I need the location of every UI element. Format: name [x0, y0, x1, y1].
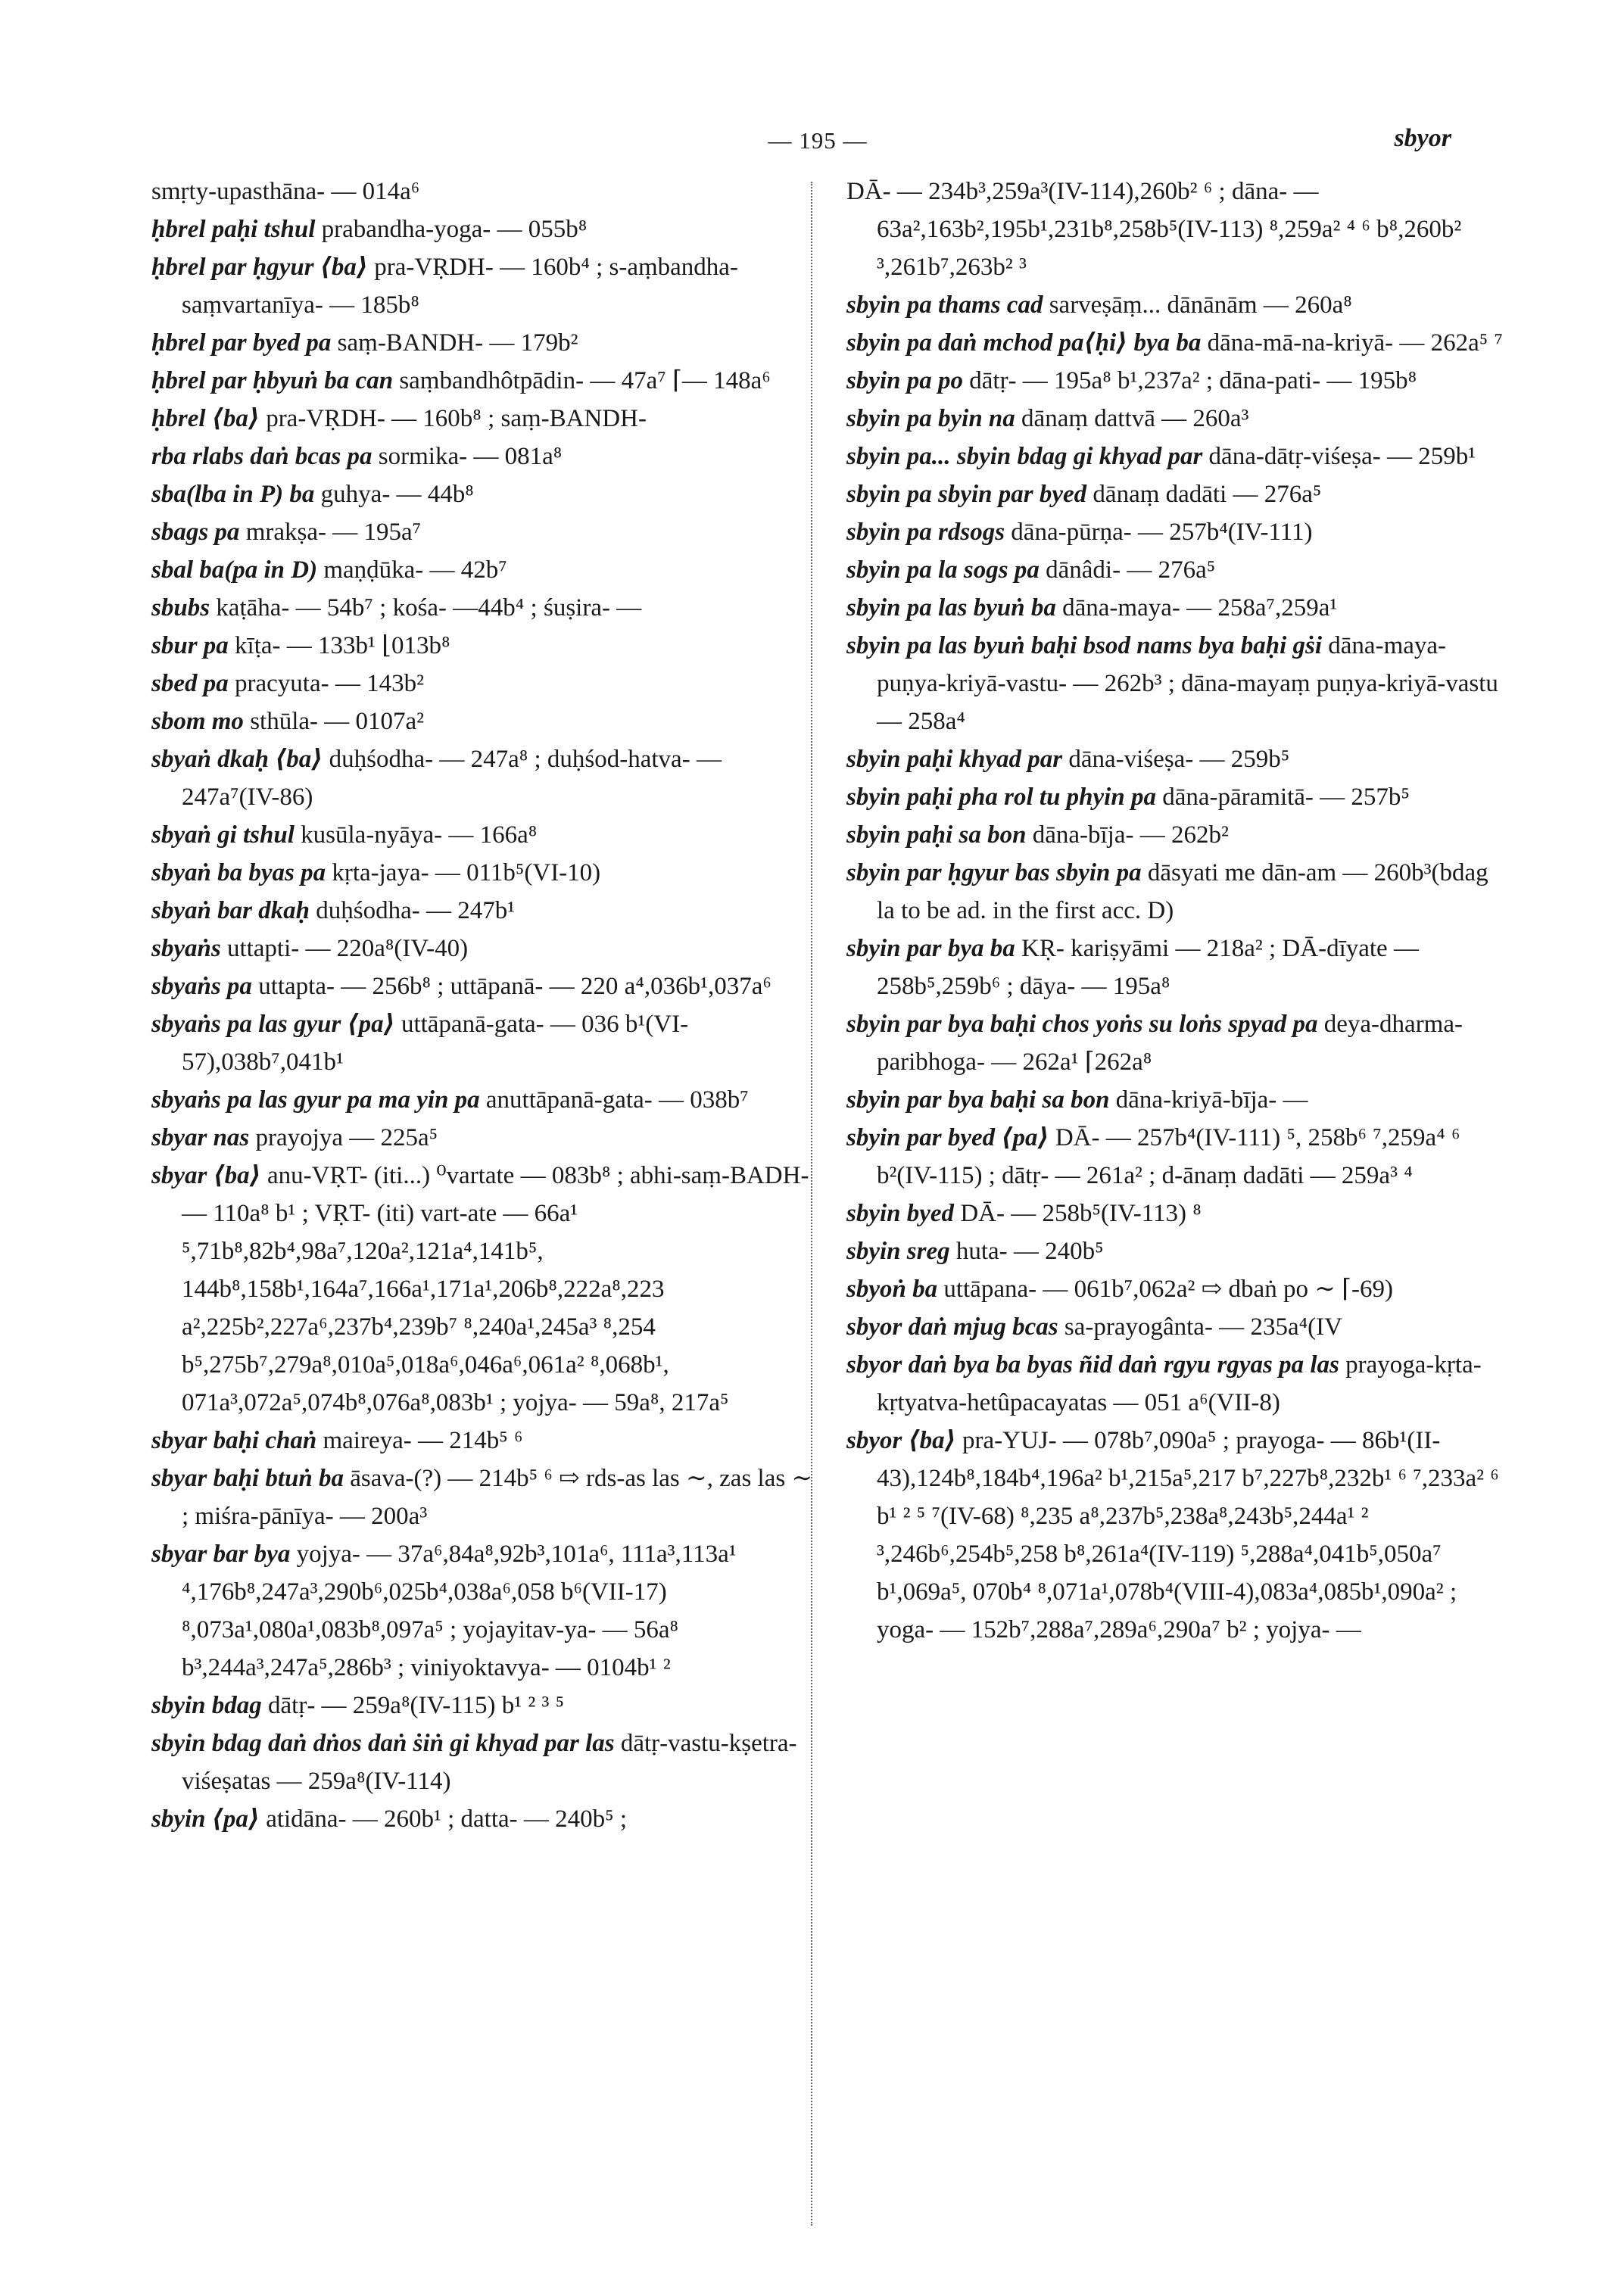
entry-term: sbyin pa byin na [846, 405, 1015, 432]
entry-term: sbyor daṅ bya ba byas ñid daṅ rgyu rgyas pa las [846, 1351, 1339, 1379]
entry-gloss: kaṭāha- — 54b⁷ ; kośa- —44b⁴ ; śuṣira- — [216, 594, 642, 622]
dictionary-entry [151, 1800, 816, 1838]
dictionary-entry [846, 1119, 1511, 1195]
dictionary-entry [151, 892, 816, 930]
entry-gloss: pra-VṚDH- — 160b⁸ ; saṃ-BANDH- [266, 405, 647, 432]
entry-gloss: smṛty-upasthāna- — 014a⁶ [151, 178, 420, 205]
entry-gloss: yojya- — 37a⁶,84a⁸,92b³,101a⁶, 111a³,113a¹ ⁴,176b⁸,247a³,290b⁶,025b⁴,038a⁶,058 b⁶(VII-17) ⁸,073a¹,080a¹,083b⁸,097a⁵ ; yojayitav-ya- — 56a⁸ b³,244a³,247a⁵,286b³ ; viniyoktavya- — 0104b¹ ² [182, 1541, 737, 1681]
entry-gloss: DĀ- — 234b³,259a³(IV-114),260b² ⁶ ; dāna- — 63a²,163b²,195b¹,231b⁸,258b⁵(IV-113) ⁸,259a² ⁴ ⁶ b⁸,260b² ³,261b⁷,263b² ³ [846, 178, 1462, 281]
entry-gloss: dāna-bīja- — 262b² [1032, 821, 1229, 849]
entry-gloss: kīṭa- — 133b¹ ⌊013b⁸ [235, 632, 450, 659]
entry-term: sbyar bar bya [151, 1541, 291, 1568]
dictionary-entry [151, 210, 816, 248]
dictionary-entry [151, 703, 816, 740]
dictionary-entry [846, 438, 1511, 475]
entry-gloss: dāna-dātṛ-viśeṣa- — 259b¹ [1208, 443, 1476, 470]
entry-term: sbags pa [151, 519, 240, 546]
entry-gloss: DĀ- — 258b⁵(IV-113) ⁸ [960, 1200, 1202, 1227]
entry-term: sbal ba(pa in D) [151, 556, 318, 584]
column-divider [811, 182, 812, 2226]
dictionary-entry [151, 400, 816, 438]
dictionary-entry [846, 1270, 1511, 1308]
dictionary-entry [151, 740, 816, 816]
entry-gloss: dāna-pūrṇa- — 257b⁴(IV-111) [1011, 519, 1313, 546]
dictionary-entry [151, 1005, 816, 1081]
entry-term: sbyin par bya baḥi chos yoṅs su loṅs spyad pa [846, 1011, 1318, 1038]
entry-term: ḥbrel paḥi tshul [151, 216, 316, 243]
entry-gloss: uttāpanā-gata- — 036 b¹(VI-57),038b⁷,041b¹ [182, 1011, 689, 1076]
entry-gloss: pra-VṚDH- — 160b⁴ ; s-aṃbandha-saṃvartanīya- — 185b⁸ [182, 254, 738, 319]
entry-term: sbyin sreg [846, 1238, 950, 1265]
entry-gloss: prabandha-yoga- — 055b⁸ [321, 216, 588, 243]
dictionary-entry [846, 286, 1511, 324]
entry-gloss: dāna-viśeṣa- — 259b⁵ [1068, 746, 1290, 773]
entry-term: sbyin ⟨pa⟩ [151, 1805, 260, 1833]
dictionary-entry [151, 1460, 816, 1535]
entry-term: sbubs [151, 594, 210, 622]
entry-gloss: sthūla- — 0107a² [250, 708, 425, 735]
dictionary-entry [151, 248, 816, 324]
entry-term: sbyin par bya ba [846, 935, 1015, 962]
entry-gloss: anu-VṚT- (iti...) ⁰vartate — 083b⁸ ; abhi-saṃ-BADH- — 110a⁸ b¹ ; VṚT- (iti) vart-ate — 66a¹ ⁵,71b⁸,82b⁴,98a⁷,120a²,121a⁴,141b⁵, 144b⁸,158b¹,164a⁷,166a¹,171a¹,206b⁸,222a⁸,223 a²,225b²,227a⁶,237b⁴,239b⁷ ⁸,240a¹,245a³ ⁸,254 b⁵,275b⁷,279a⁸,010a⁵,018a⁶,046a⁶,061a² ⁸,068b¹, 071a³,072a⁵,074b⁸,076a⁸,083b¹ ; yojya- — 59a⁸, 217a⁵ [182, 1162, 809, 1416]
dictionary-entry [151, 1724, 816, 1800]
entry-gloss: kṛta-jaya- — 011b⁵(VI-10) [332, 859, 601, 886]
entry-term: sbyin paḥi khyad par [846, 746, 1063, 773]
entry-gloss: huta- — 240b⁵ [955, 1238, 1104, 1265]
entry-term: sbyaṅs pa las gyur pa ma yin pa [151, 1086, 480, 1114]
dictionary-entry [151, 854, 816, 892]
entry-term: sbyin bdag [151, 1692, 262, 1719]
entry-gloss: uttāpana- — 061b⁷,062a² ⇨ dbaṅ po ∼ ⌈-69) [943, 1276, 1393, 1303]
dictionary-entry [151, 1081, 816, 1119]
dictionary-entry [151, 475, 816, 513]
entry-term: sbyaṅs [151, 935, 221, 962]
dictionary-entry [846, 778, 1511, 816]
entry-gloss: guhya- — 44b⁸ [320, 481, 474, 508]
entry-gloss: dānaṃ dattvā — 260a³ [1021, 405, 1249, 432]
entry-term: sbyin pa po [846, 367, 964, 394]
entry-term: sbyin pa sbyin par byed [846, 481, 1087, 508]
entry-term: sba(lba in P) ba [151, 481, 315, 508]
dictionary-entry [846, 551, 1511, 589]
entry-gloss: saṃbandhôtpādin- — 47a⁷ ⌈— 148a⁶ [399, 367, 771, 394]
dictionary-entry [151, 1119, 816, 1157]
left-column [151, 173, 816, 1838]
entry-term: sbyin paḥi sa bon [846, 821, 1027, 849]
dictionary-entry [151, 1535, 816, 1687]
entry-term: sbyin pa rdsogs [846, 519, 1005, 546]
entry-term: sbyin paḥi pha rol tu phyin pa [846, 784, 1156, 811]
entry-term: sbyar baḥi chaṅ [151, 1427, 317, 1454]
dictionary-entry [846, 1005, 1511, 1081]
entry-gloss: saṃ-BANDH- — 179b² [337, 329, 578, 357]
entry-term: sbyoṅ ba [846, 1276, 938, 1303]
dictionary-entry [151, 173, 816, 210]
entry-term: sbyaṅ gi tshul [151, 821, 295, 849]
entry-gloss: KṚ- kariṣyāmi — 218a² ; DĀ-dīyate — 258b⁵,259b⁶ ; dāya- — 195a⁸ [877, 935, 1419, 1000]
dictionary-entry [151, 627, 816, 665]
entry-gloss: atidāna- — 260b¹ ; datta- — 240b⁵ ; [266, 1805, 628, 1833]
dictionary-entry [846, 627, 1511, 740]
dictionary-entry [151, 362, 816, 400]
entry-term: sbyar ⟨ba⟩ [151, 1162, 261, 1189]
entry-gloss: mrakṣa- — 195a⁷ [245, 519, 422, 546]
entry-gloss: pra-YUJ- — 078b⁷,090a⁵ ; prayoga- — 86b¹(II-43),124b⁸,184b⁴,196a² b¹,215a⁵,217 b⁷,227b⁸,232b¹ ⁶ ⁷,233a² ⁶ b¹ ² ⁵ ⁷(IV-68) ⁸,235 a⁸,237b⁵,238a⁸,243b⁵,244a¹ ² ³,246b⁶,254b⁵,258 b⁸,261a⁴(IV-119) ⁵,288a⁴,041b⁵,050a⁷ b¹,069a⁵, 070b⁴ ⁸,071a¹,078b⁴(VIII-4),083a⁴,085b¹,090a² ; yoga- — 152b⁷,288a⁷,289a⁶,290a⁷ b² ; yojya- — [877, 1427, 1499, 1643]
entry-gloss: uttapta- — 256b⁸ ; uttāpanā- — 220 a⁴,036b¹,037a⁶ [258, 973, 771, 1000]
entry-gloss: dātṛ- — 195a⁸ b¹,237a² ; dāna-pati- — 195b⁸ [969, 367, 1417, 394]
entry-term: sbyin pa daṅ mchod pa⟨ḥi⟩ bya ba [846, 329, 1202, 357]
entry-term: sbyin pa las byuṅ ba [846, 594, 1056, 622]
dictionary-entry [846, 930, 1511, 1005]
entry-term: sbyin pa... sbyin bdag gi khyad par [846, 443, 1203, 470]
dictionary-entry [846, 1422, 1511, 1649]
entry-term: sbyar baḥi btuṅ ba [151, 1465, 344, 1492]
entry-term: sbyin byed [846, 1200, 955, 1227]
dictionary-entry [846, 854, 1511, 930]
dictionary-entry [151, 665, 816, 703]
dictionary-entry [151, 967, 816, 1005]
dictionary-entry [846, 1232, 1511, 1270]
entry-gloss: āsava-(?) — 214b⁵ ⁶ ⇨ rds-as las ∼, zas las ∼ ; miśra-pānīya- — 200a³ [182, 1465, 813, 1530]
entry-gloss: dātṛ- — 259a⁸(IV-115) b¹ ² ³ ⁵ [268, 1692, 565, 1719]
page-number: — 195 — [768, 127, 868, 154]
entry-term: rba rlabs daṅ bcas pa [151, 443, 372, 470]
dictionary-entry [846, 1308, 1511, 1346]
entry-term: sbed pa [151, 670, 229, 697]
dictionary-entry [151, 816, 816, 854]
entry-term: sbyin pa las byuṅ baḥi bsod nams bya baḥi gṡi [846, 632, 1323, 659]
entry-term: sbyar nas [151, 1124, 250, 1151]
entry-gloss: kusūla-nyāya- — 166a⁸ [301, 821, 538, 849]
entry-term: ḥbrel par byed pa [151, 329, 332, 357]
dictionary-entry [151, 438, 816, 475]
dictionary-entry [846, 1195, 1511, 1232]
dictionary-entry [151, 1422, 816, 1460]
dictionary-entry [846, 740, 1511, 778]
dictionary-entry [151, 1687, 816, 1724]
dictionary-entry [151, 324, 816, 362]
entry-gloss: dāna-pāramitā- — 257b⁵ [1162, 784, 1410, 811]
dictionary-entry [846, 475, 1511, 513]
entry-term: sbyaṅ dkaḥ ⟨ba⟩ [151, 746, 323, 773]
dictionary-entry [151, 589, 816, 627]
entry-gloss: dātṛ-vastu-kṣetra-viśeṣatas — 259a⁸(IV-114) [182, 1730, 797, 1795]
entry-term: sbyaṅ bar dkaḥ [151, 897, 310, 924]
dictionary-entry [846, 324, 1511, 362]
dictionary-entry [846, 400, 1511, 438]
dictionary-entry [846, 513, 1511, 551]
dictionary-entry [846, 1346, 1511, 1422]
entry-gloss: duḥśodha- — 247a⁸ ; duḥśod-hatva- — 247a⁷(IV-86) [182, 746, 722, 811]
dictionary-entry [151, 551, 816, 589]
entry-gloss: dāna-maya-puṇya-kriyā-vastu- — 262b³ ; dāna-mayaṃ puṇya-kriyā-vastu — 258a⁴ [877, 632, 1498, 735]
entry-term: sbyin par bya baḥi sa bon [846, 1086, 1110, 1114]
dictionary-entry [151, 930, 816, 967]
entry-gloss: dānâdi- — 276a⁵ [1046, 556, 1216, 584]
dictionary-entry [846, 1081, 1511, 1119]
entry-term: ḥbrel par ḥgyur ⟨ba⟩ [151, 254, 368, 281]
dictionary-entry [846, 816, 1511, 854]
dictionary-entry [846, 362, 1511, 400]
entry-gloss: maireya- — 214b⁵ ⁶ [323, 1427, 523, 1454]
entry-gloss: sormika- — 081a⁸ [378, 443, 563, 470]
entry-term: sbur pa [151, 632, 229, 659]
entry-term: sbyor daṅ mjug bcas [846, 1313, 1058, 1341]
entry-gloss: prayojya — 225a⁵ [255, 1124, 438, 1151]
dictionary-entry [846, 589, 1511, 627]
dictionary-entry [151, 513, 816, 551]
right-column [846, 173, 1511, 1649]
entry-gloss: dāna-maya- — 258a⁷,259a¹ [1062, 594, 1338, 622]
entry-gloss: dāna-kriyā-bīja- — [1115, 1086, 1308, 1114]
entry-gloss: sarveṣāṃ... dānānām — 260a⁸ [1049, 291, 1352, 319]
entry-gloss: dāsyati me dān-am — 260b³(bdag la to be ad. in the first acc. D) [877, 859, 1488, 924]
dictionary-entry [846, 173, 1511, 286]
entry-term: ḥbrel ⟨ba⟩ [151, 405, 260, 432]
entry-term: sbyaṅs pa [151, 973, 252, 1000]
dictionary-entry [151, 1157, 816, 1422]
entry-term: sbyin pa la sogs pa [846, 556, 1040, 584]
entry-gloss: DĀ- — 257b⁴(IV-111) ⁵, 258b⁶ ⁷,259a⁴ ⁶ b²(IV-115) ; dātṛ- — 261a² ; d-ānaṃ dadāti — 259a³ ⁴ [877, 1124, 1460, 1189]
running-head: sbyor [1394, 124, 1451, 152]
entry-term: sbyor ⟨ba⟩ [846, 1427, 956, 1454]
entry-gloss: uttapti- — 220a⁸(IV-40) [226, 935, 469, 962]
entry-term: sbyaṅs pa las gyur ⟨pa⟩ [151, 1011, 395, 1038]
entry-gloss: pracyuta- — 143b² [235, 670, 424, 697]
entry-gloss: dāna-mā-na-kriyā- — 262a⁵ ⁷ [1207, 329, 1504, 357]
entry-term: sbyaṅ ba byas pa [151, 859, 326, 886]
entry-gloss: maṇḍūka- — 42b⁷ [323, 556, 507, 584]
entry-gloss: deya-dharma-paribhoga- — 262a¹ ⌈262a⁸ [877, 1011, 1463, 1076]
entry-term: sbyin bdag daṅ dṅos daṅ ṡiṅ gi khyad par las [151, 1730, 615, 1757]
entry-term: sbom mo [151, 708, 244, 735]
entry-gloss: dānaṃ dadāti — 276a⁵ [1093, 481, 1322, 508]
entry-gloss: anuttāpanā-gata- — 038b⁷ [485, 1086, 749, 1114]
entry-term: ḥbrel par ḥbyuṅ ba can [151, 367, 394, 394]
entry-gloss: sa-prayogânta- — 235a⁴(IV [1064, 1313, 1342, 1341]
entry-gloss: prayoga-kṛta-kṛtyatva-hetûpacayatas — 051 a⁶(VII-8) [877, 1351, 1482, 1416]
entry-term: sbyin pa thams cad [846, 291, 1043, 319]
entry-term: sbyin par ḥgyur bas sbyin pa [846, 859, 1142, 886]
entry-term: sbyin par byed ⟨pa⟩ [846, 1124, 1049, 1151]
entry-gloss: duḥśodha- — 247b¹ [316, 897, 516, 924]
